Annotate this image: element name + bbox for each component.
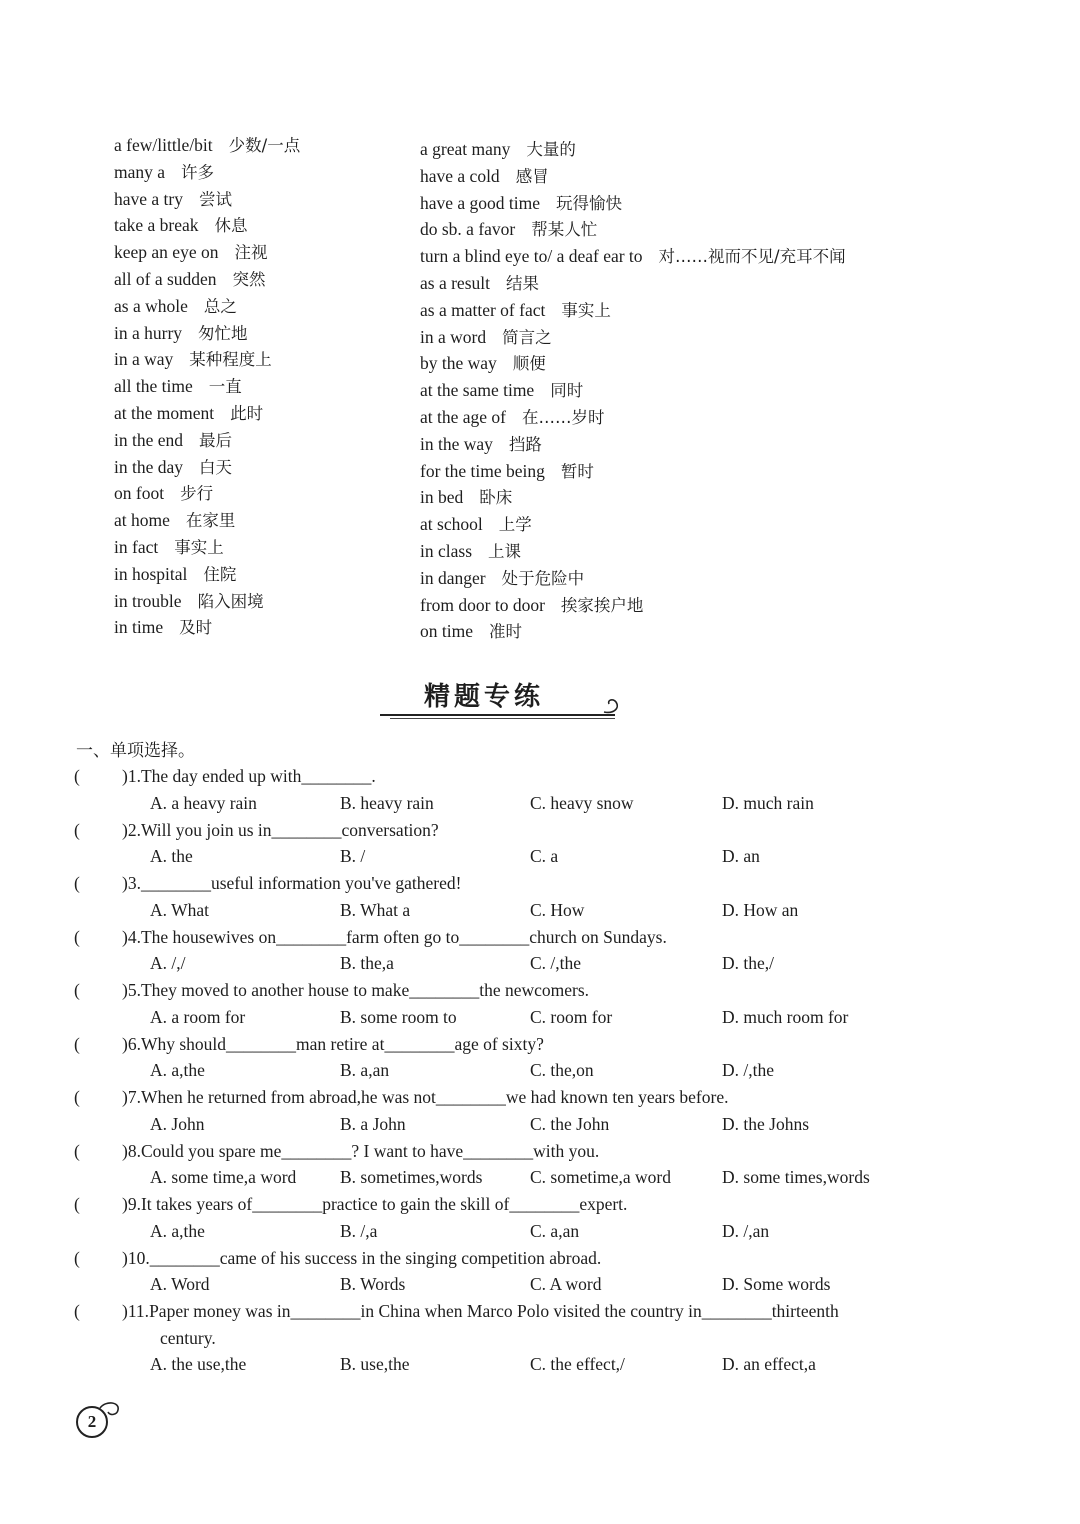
phrase-english: as a matter of fact xyxy=(420,299,546,320)
phrase-chinese: 上课 xyxy=(488,541,522,561)
option-d: D. /,an xyxy=(722,1220,770,1241)
phrase-item xyxy=(420,431,1040,458)
phrase-english: take a break xyxy=(114,215,199,236)
question-stem xyxy=(122,763,376,790)
option-row xyxy=(74,1057,974,1084)
option-d: D. much room for xyxy=(722,1006,849,1027)
phrase-english: from door to door xyxy=(420,594,545,615)
phrase-english: in a word xyxy=(420,326,487,347)
phrase-item xyxy=(420,136,1040,163)
question-number: )10. xyxy=(122,1247,150,1268)
option-b: B. some room to xyxy=(340,1006,457,1027)
option-row xyxy=(74,1111,974,1138)
option-c: C. A word xyxy=(530,1274,602,1294)
question-stem xyxy=(122,870,461,897)
question-text: They moved to another house to make________the newcomers. xyxy=(140,980,590,1000)
question-item xyxy=(74,1031,974,1085)
phrase-english: in bed xyxy=(420,487,464,508)
option-b: B. /,a xyxy=(340,1220,378,1241)
question-stem xyxy=(122,1138,599,1165)
question-number: )4. xyxy=(122,926,141,947)
phrase-chinese: 对……视而不见/充耳不闻 xyxy=(658,247,846,267)
option-c: C. /,the xyxy=(530,953,582,973)
phrase-chinese: 住院 xyxy=(203,564,237,584)
phrase-english: at the moment xyxy=(114,402,215,423)
phrase-english: in the end xyxy=(114,429,184,450)
phrase-chinese: 在……岁时 xyxy=(522,407,605,427)
question-stem xyxy=(122,817,439,844)
phrase-english: for the time being xyxy=(420,460,545,481)
question-item xyxy=(74,1084,974,1138)
phrase-chinese: 此时 xyxy=(230,403,264,423)
option-d: D. How an xyxy=(722,899,799,920)
phrase-chinese: 一直 xyxy=(208,377,242,397)
option-a: A. a room for xyxy=(150,1006,246,1027)
option-c: C. How xyxy=(530,899,585,920)
phrase-english: have a cold xyxy=(420,165,500,186)
phrase-english: in a hurry xyxy=(114,322,183,343)
option-d: D. an xyxy=(722,846,760,866)
answer-paren: ( xyxy=(74,1194,80,1214)
phrase-chinese: 步行 xyxy=(180,484,214,504)
phrase-item xyxy=(420,163,1040,190)
answer-paren: ( xyxy=(74,766,80,786)
phrase-chinese: 卧床 xyxy=(479,488,513,508)
phrase-english: in time xyxy=(114,617,164,638)
answer-paren: ( xyxy=(74,873,80,893)
phrase-item xyxy=(114,561,404,588)
question-number: )5. xyxy=(122,980,141,1000)
phrase-english: a great many xyxy=(420,139,511,159)
phrase-chinese: 陷入困境 xyxy=(197,591,264,611)
answer-paren: ( xyxy=(74,980,80,1000)
phrase-english: on foot xyxy=(114,483,165,504)
phrase-english: in the day xyxy=(114,456,184,477)
option-c: C. sometime,a word xyxy=(530,1167,671,1187)
option-a: A. the use,the xyxy=(150,1354,247,1374)
phrase-item xyxy=(420,216,1040,243)
phrase-chinese: 同时 xyxy=(550,381,584,401)
option-b: B. Words xyxy=(340,1274,406,1294)
phrase-english: do sb. a favor xyxy=(420,219,516,240)
option-b: B. the,a xyxy=(340,953,394,973)
phrase-chinese: 在家里 xyxy=(185,511,236,531)
phrase-english: in danger xyxy=(420,567,486,588)
question-stem-line xyxy=(74,870,974,897)
option-c: C. the John xyxy=(530,1113,610,1134)
option-row xyxy=(74,843,974,870)
phrase-item xyxy=(114,266,404,293)
phrase-item xyxy=(420,511,1040,538)
swirl-ornament-icon xyxy=(602,694,622,716)
question-number: )9. xyxy=(122,1194,141,1214)
phrase-item xyxy=(420,190,1040,217)
option-a: A. What xyxy=(150,899,209,920)
phrase-item xyxy=(114,239,404,266)
question-number: )8. xyxy=(122,1140,141,1161)
phrase-english: a few/little/bit xyxy=(114,135,213,155)
question-stem xyxy=(122,1245,601,1272)
question-text: The day ended up with________. xyxy=(140,766,376,786)
phrase-chinese: 某种程度上 xyxy=(189,350,272,370)
option-a: A. some time,a word xyxy=(150,1167,297,1187)
question-number: )1. xyxy=(122,766,141,786)
question-stem-line xyxy=(74,817,974,844)
option-b: B. What a xyxy=(340,899,411,920)
question-item xyxy=(74,870,974,924)
phrase-item xyxy=(420,270,1040,297)
phrase-item xyxy=(114,293,404,320)
phrase-chinese: 感冒 xyxy=(515,166,549,186)
question-list xyxy=(74,763,974,1378)
phrase-item xyxy=(114,480,404,507)
answer-paren: ( xyxy=(74,1140,80,1161)
question-stem xyxy=(122,1191,627,1218)
phrase-chinese: 挨家挨户地 xyxy=(560,595,644,615)
question-number: )11. xyxy=(122,1301,150,1321)
question-stem xyxy=(122,924,667,951)
question-stem xyxy=(122,1031,544,1058)
option-b: B. use,the xyxy=(340,1354,410,1374)
phrase-item xyxy=(420,324,1040,351)
phrase-chinese: 许多 xyxy=(181,162,215,182)
phrase-list-left xyxy=(114,132,404,641)
phrase-item xyxy=(114,159,404,186)
phrase-item xyxy=(114,427,404,454)
phrase-english: in fact xyxy=(114,536,159,557)
question-stem-line xyxy=(74,1245,974,1272)
phrase-item xyxy=(420,404,1040,431)
phrase-chinese: 上学 xyxy=(498,515,532,535)
phrase-english: at the age of xyxy=(420,406,506,427)
phrase-item xyxy=(420,458,1040,485)
option-b: B. / xyxy=(340,846,366,866)
phrase-item xyxy=(114,373,404,400)
phrase-english: many a xyxy=(114,161,166,182)
option-row xyxy=(74,897,974,924)
phrase-chinese: 顺便 xyxy=(512,354,546,374)
phrase-item xyxy=(114,186,404,213)
phrase-english: all the time xyxy=(114,376,193,397)
option-d: D. an effect,a xyxy=(722,1354,816,1374)
phrase-chinese: 大量的 xyxy=(526,140,576,159)
option-row xyxy=(74,1351,974,1378)
phrase-chinese: 暂时 xyxy=(560,461,594,481)
phrase-item xyxy=(420,538,1040,565)
question-item xyxy=(74,817,974,871)
option-a: A. a heavy rain xyxy=(150,792,257,813)
question-text: ________useful information you've gathered! xyxy=(140,873,462,893)
option-row xyxy=(74,790,974,817)
option-d: D. the,/ xyxy=(722,953,775,973)
phrase-item xyxy=(114,400,404,427)
phrase-list-right xyxy=(420,136,1040,645)
option-b: B. a John xyxy=(340,1113,406,1134)
option-d: D. /,the xyxy=(722,1060,775,1080)
option-d: D. Some words xyxy=(722,1274,831,1294)
question-number: )3. xyxy=(122,873,141,893)
option-a: A. Word xyxy=(150,1274,210,1294)
option-c: C. a xyxy=(530,846,559,866)
phrase-item xyxy=(114,212,404,239)
option-c: C. the effect,/ xyxy=(530,1354,625,1374)
phrase-item xyxy=(114,588,404,615)
option-a: A. John xyxy=(150,1113,205,1134)
option-row xyxy=(74,1164,974,1191)
phrase-item xyxy=(420,243,1040,270)
question-stem-line xyxy=(74,1298,974,1325)
option-a: A. a,the xyxy=(150,1220,205,1241)
question-number: )6. xyxy=(122,1033,141,1054)
page-number-text: 2 xyxy=(76,1406,108,1438)
question-stem-line xyxy=(74,924,974,951)
phrase-english: as a result xyxy=(420,272,490,293)
phrase-item xyxy=(114,614,404,641)
phrase-english: as a whole xyxy=(114,295,188,316)
phrase-english: turn a blind eye to/ a deaf ear to xyxy=(420,246,643,267)
question-text: The housewives on________farm often go to________church on Sundays. xyxy=(140,926,667,947)
section-title xyxy=(380,676,620,720)
option-d: D. the Johns xyxy=(722,1113,810,1134)
answer-paren: ( xyxy=(74,1087,80,1107)
phrase-english: in hospital xyxy=(114,563,188,584)
title-underline-thin xyxy=(390,718,615,719)
question-stem-line xyxy=(74,763,974,790)
title-underline xyxy=(380,714,615,716)
question-stem-line xyxy=(74,977,974,1004)
option-c: C. a,an xyxy=(530,1220,580,1241)
question-stem xyxy=(122,1084,728,1111)
phrase-english: have a try xyxy=(114,188,183,209)
phrase-chinese: 处于危险中 xyxy=(501,568,585,588)
phrase-item xyxy=(114,320,404,347)
phrase-english: in class xyxy=(420,540,473,561)
section-title-text: 精题专练 xyxy=(424,682,545,712)
answer-paren: ( xyxy=(74,1301,80,1321)
question-item xyxy=(74,763,974,817)
question-number: )2. xyxy=(122,819,141,840)
option-c: C. the,on xyxy=(530,1060,594,1080)
phrase-item xyxy=(114,454,404,481)
option-row xyxy=(74,950,974,977)
phrase-english: keep an eye on xyxy=(114,242,219,263)
question-item xyxy=(74,1245,974,1299)
phrase-english: on time xyxy=(420,621,473,642)
question-text: ________came of his success in the singing competition abroad. xyxy=(149,1247,602,1268)
question-item xyxy=(74,977,974,1031)
option-row xyxy=(74,1004,974,1031)
phrase-chinese: 匆忙地 xyxy=(198,323,248,343)
phrase-item xyxy=(114,132,404,159)
phrase-chinese: 事实上 xyxy=(174,537,224,557)
option-b: B. heavy rain xyxy=(340,792,434,813)
phrase-english: in trouble xyxy=(114,590,182,611)
question-text: It takes years of________practice to gain the skill of________expert. xyxy=(140,1194,628,1214)
phrase-english: all of a sudden xyxy=(114,268,217,289)
phrase-item xyxy=(114,534,404,561)
option-row xyxy=(74,1271,974,1298)
phrase-chinese: 突然 xyxy=(232,269,266,289)
answer-paren: ( xyxy=(74,926,80,947)
answer-paren: ( xyxy=(74,819,80,840)
question-stem-line xyxy=(74,1084,974,1111)
page-number xyxy=(76,1406,108,1438)
question-stem-line xyxy=(74,1031,974,1058)
question-number: )7. xyxy=(122,1087,141,1107)
part-heading: 一、单项选择。 xyxy=(76,741,195,761)
phrase-english: in a way xyxy=(114,349,174,370)
question-item xyxy=(74,1138,974,1192)
phrase-english: in the way xyxy=(420,433,493,454)
phrase-english: at home xyxy=(114,510,170,531)
question-stem-line xyxy=(74,1138,974,1165)
phrase-item xyxy=(420,565,1040,592)
phrase-chinese: 玩得愉快 xyxy=(556,193,623,213)
question-text: Will you join us in________conversation? xyxy=(140,819,439,840)
question-text: Could you spare me________? I want to have________with you. xyxy=(140,1140,600,1161)
phrase-chinese: 准时 xyxy=(488,622,522,642)
phrase-english: at school xyxy=(420,514,483,535)
phrase-chinese: 结果 xyxy=(505,273,539,293)
phrase-english: by the way xyxy=(420,353,497,374)
phrase-chinese: 简言之 xyxy=(502,327,552,347)
phrase-chinese: 少数/一点 xyxy=(228,136,301,155)
question-text: When he returned from abroad,he was not________we had known ten years before. xyxy=(140,1087,729,1107)
question-stem-line xyxy=(74,1191,974,1218)
answer-paren: ( xyxy=(74,1247,80,1268)
phrase-english: at the same time xyxy=(420,380,535,401)
phrase-chinese: 注视 xyxy=(234,243,268,263)
question-item xyxy=(74,1191,974,1245)
question-stem xyxy=(122,977,589,1004)
option-c: C. heavy snow xyxy=(530,792,634,813)
question-item xyxy=(74,924,974,978)
phrase-chinese: 尝试 xyxy=(199,189,232,209)
phrase-item xyxy=(420,377,1040,404)
page-swirl-icon xyxy=(98,1400,124,1422)
option-a: A. a,the xyxy=(150,1060,205,1080)
phrase-chinese: 休息 xyxy=(214,216,248,236)
phrase-chinese: 挡路 xyxy=(508,434,542,454)
option-a: A. the xyxy=(150,846,193,866)
phrase-item xyxy=(114,507,404,534)
phrase-item xyxy=(420,618,1040,645)
phrase-chinese: 及时 xyxy=(179,618,213,638)
phrase-item xyxy=(114,346,404,373)
phrase-item xyxy=(420,297,1040,324)
phrase-chinese: 总之 xyxy=(203,296,237,316)
phrase-english: have a good time xyxy=(420,192,541,213)
option-d: D. much rain xyxy=(722,792,814,813)
option-row xyxy=(74,1218,974,1245)
phrase-chinese: 帮某人忙 xyxy=(531,220,598,240)
option-b: B. a,an xyxy=(340,1060,390,1080)
option-d: D. some times,words xyxy=(722,1167,870,1187)
question-text-continued: century. xyxy=(160,1327,216,1348)
question-stem xyxy=(122,1298,839,1325)
answer-paren: ( xyxy=(74,1033,80,1054)
option-b: B. sometimes,words xyxy=(340,1167,483,1187)
option-c: C. room for xyxy=(530,1006,613,1027)
question-item xyxy=(74,1298,974,1378)
phrase-chinese: 最后 xyxy=(199,430,233,450)
phrase-chinese: 事实上 xyxy=(561,300,611,320)
option-a: A. /,/ xyxy=(150,953,186,973)
question-text: Paper money was in________in China when Marco Polo visited the country in________thirteenth xyxy=(149,1301,839,1321)
question-text: Why should________man retire at________age of sixty? xyxy=(140,1033,544,1054)
phrase-item xyxy=(420,592,1040,619)
phrase-item xyxy=(420,484,1040,511)
phrase-item xyxy=(420,350,1040,377)
phrase-chinese: 白天 xyxy=(199,457,233,477)
